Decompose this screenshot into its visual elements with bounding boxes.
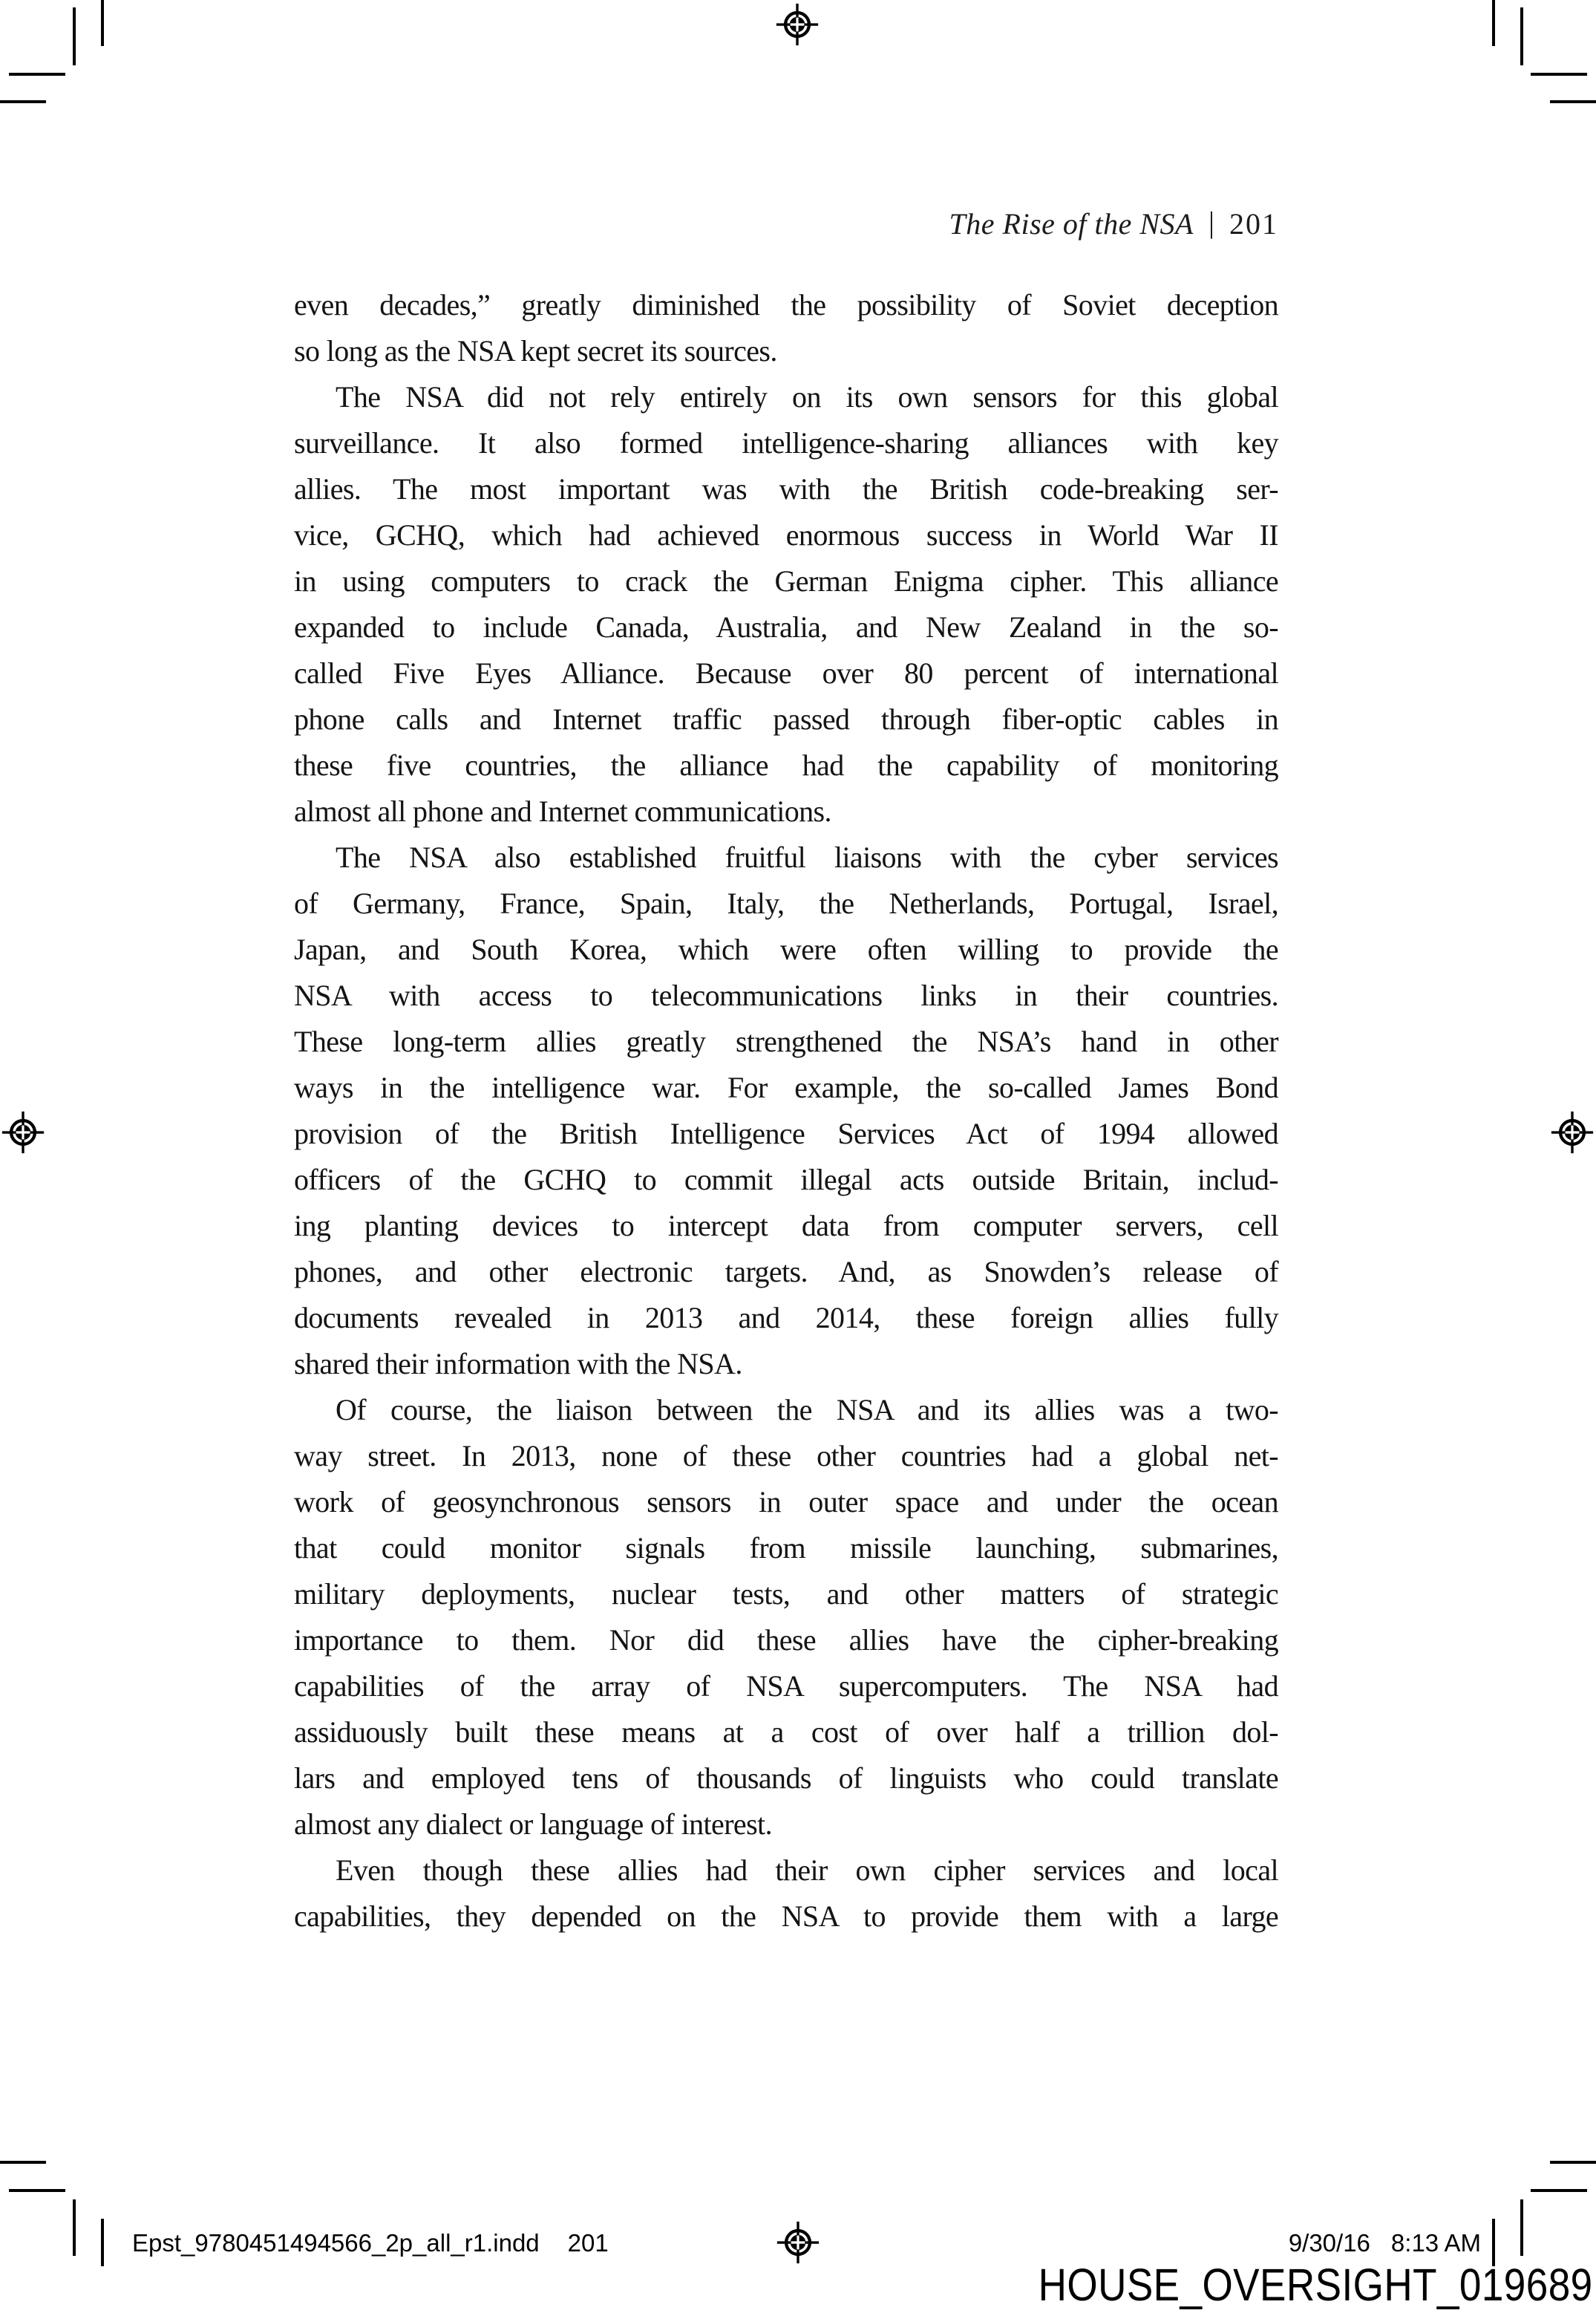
running-header-title: The Rise of the NSA <box>949 207 1194 241</box>
text-line: vice, GCHQ, which had achieved enormous success in World War II <box>294 518 1278 552</box>
registration-mark-icon <box>1550 1110 1595 1155</box>
registration-mark-icon <box>1 1110 45 1155</box>
running-header <box>294 206 1278 241</box>
text-line: capabilities, they depended on the NSA to provide them with a large <box>294 1899 1278 1933</box>
text-line: in using computers to crack the German Enigma cipher. This alliance <box>294 564 1278 598</box>
crop-mark <box>0 2161 46 2164</box>
paragraph <box>294 374 1278 835</box>
text-line: officers of the GCHQ to commit illegal acts outside Britain, includ- <box>294 1163 1278 1196</box>
crop-mark <box>0 100 46 103</box>
text-line: Japan, and South Korea, which were often willing to provide the <box>294 933 1278 966</box>
crop-mark <box>9 2189 65 2192</box>
crop-mark <box>1550 100 1596 103</box>
slug-line <box>132 2229 609 2257</box>
text-line: assiduously built these means at a cost of over half a trillion dol- <box>294 1715 1278 1749</box>
text-line: allies. The most important was with the British code-breaking ser- <box>294 472 1278 506</box>
text-line: ways in the intelligence war. For example, the so-called James Bond <box>294 1071 1278 1104</box>
paragraph <box>294 835 1278 1387</box>
text-line: that could monitor signals from missile launching, submarines, <box>294 1531 1278 1565</box>
text-line: so long as the NSA kept secret its sources. <box>294 334 777 368</box>
crop-mark <box>1531 73 1587 76</box>
crop-mark <box>1520 7 1523 65</box>
text-line: ing planting devices to intercept data from computer servers, cell <box>294 1209 1278 1242</box>
text-line: almost any dialect or language of interest. <box>294 1807 772 1841</box>
text-line: surveillance. It also formed intelligence-sharing alliances with key <box>294 426 1278 460</box>
crop-mark <box>101 0 104 46</box>
crop-mark <box>1520 2199 1523 2256</box>
slug-filename: Epst_9780451494566_2p_all_r1.indd <box>132 2229 540 2257</box>
page-number: 201 <box>1229 207 1278 241</box>
text-line: Of course, the liaison between the NSA and its allies was a two- <box>336 1393 1278 1426</box>
body-text <box>294 282 1278 1940</box>
registration-mark-icon <box>776 2220 820 2265</box>
crop-mark <box>1492 0 1495 46</box>
text-line: of Germany, France, Spain, Italy, the Netherlands, Portugal, Israel, <box>294 887 1278 920</box>
slug-datetime <box>1289 2229 1481 2257</box>
text-line: lars and employed tens of thousands of linguists who could translate <box>294 1761 1278 1795</box>
text-line: work of geosynchronous sensors in outer space and under the ocean <box>294 1485 1278 1519</box>
text-line: almost all phone and Internet communications. <box>294 795 831 828</box>
text-line: The NSA also established fruitful liaisons with the cyber services <box>336 841 1278 874</box>
crop-mark <box>101 2219 104 2266</box>
text-line: documents revealed in 2013 and 2014, these foreign allies fully <box>294 1301 1278 1334</box>
slug-time: 8:13 AM <box>1390 2229 1481 2257</box>
crop-mark <box>73 7 76 65</box>
text-line: These long-term allies greatly strengthened the NSA’s hand in other <box>294 1025 1278 1058</box>
text-line: shared their information with the NSA. <box>294 1347 742 1380</box>
text-line: military deployments, nuclear tests, and other matters of strategic <box>294 1577 1278 1611</box>
text-line: expanded to include Canada, Australia, and New Zealand in the so- <box>294 610 1278 644</box>
slug-date: 9/30/16 <box>1288 2229 1370 2257</box>
registration-mark-icon <box>775 2 820 47</box>
paragraph <box>294 1847 1278 1940</box>
text-line: called Five Eyes Alliance. Because over 80 percent of international <box>294 656 1278 690</box>
text-line: The NSA did not rely entirely on its own sensors for this global <box>336 380 1278 414</box>
paragraph <box>294 1387 1278 1847</box>
text-line: capabilities of the array of NSA supercomputers. The NSA had <box>294 1669 1278 1703</box>
text-line: provision of the British Intelligence Services Act of 1994 allowed <box>294 1117 1278 1150</box>
text-line: phones, and other electronic targets. And, as Snowden’s release of <box>294 1255 1278 1288</box>
running-header-separator: | <box>1208 206 1214 239</box>
text-line: importance to them. Nor did these allies have the cipher-breaking <box>294 1623 1278 1657</box>
crop-mark <box>73 2199 76 2256</box>
bates-stamp: HOUSE_OVERSIGHT_019689 <box>1039 2260 1593 2310</box>
text-line: these five countries, the alliance had the capability of monitoring <box>294 748 1278 782</box>
text-line: phone calls and Internet traffic passed through fiber-optic cables in <box>294 702 1278 736</box>
text-line: even decades,” greatly diminished the possibility of Soviet deception <box>294 288 1278 322</box>
slug-page-number: 201 <box>567 2229 609 2257</box>
crop-mark <box>9 73 65 76</box>
crop-mark <box>1531 2189 1587 2192</box>
text-line: way street. In 2013, none of these other countries had a global net- <box>294 1439 1278 1472</box>
text-line: Even though these allies had their own cipher services and local <box>336 1853 1278 1887</box>
text-line: NSA with access to telecommunications links in their countries. <box>294 979 1278 1012</box>
paragraph <box>294 282 1278 374</box>
crop-mark <box>1550 2161 1596 2164</box>
